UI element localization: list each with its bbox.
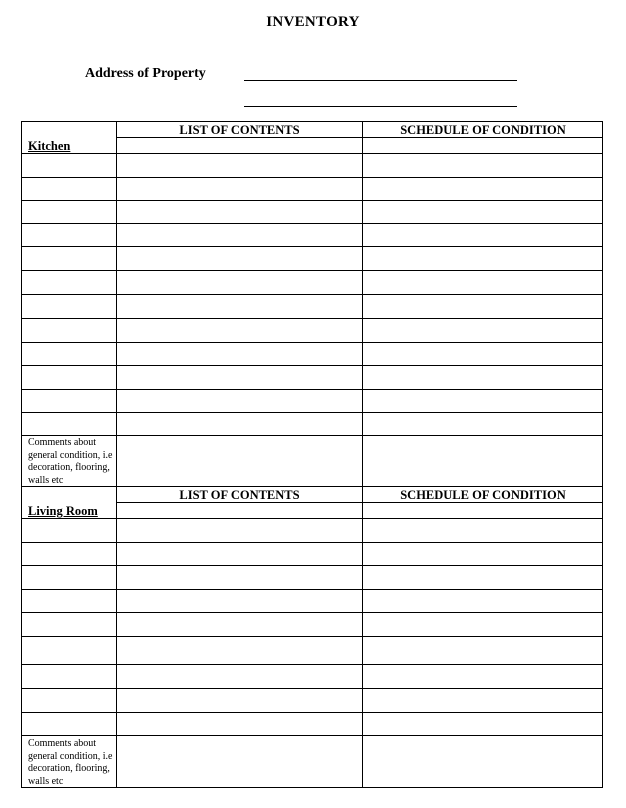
table-row-rule [22, 565, 602, 566]
header-row-rule [117, 137, 602, 138]
table-row-rule [22, 735, 602, 736]
table-row-rule [22, 223, 602, 224]
address-line-1[interactable] [244, 80, 517, 81]
table-row-rule [22, 636, 602, 637]
room-name-living-room: Living Room [28, 504, 98, 518]
table-row-rule [22, 270, 602, 271]
table-row-rule [22, 542, 602, 543]
table-row-rule [22, 688, 602, 689]
table-row-rule [22, 486, 602, 487]
table-row-rule [22, 412, 602, 413]
table-row-rule [22, 365, 602, 366]
page-title: INVENTORY [266, 14, 360, 30]
comment-label-kitchen: Comments about general condition, i.e decoration, flooring, walls etc [28, 437, 113, 486]
table-row-rule [22, 153, 602, 154]
table-row-rule [22, 435, 602, 436]
table-row-rule [22, 294, 602, 295]
table-row-rule [22, 200, 602, 201]
comment-label-living-room: Comments about general condition, i.e decoration, flooring, walls etc [28, 738, 113, 787]
table-row-rule [22, 389, 602, 390]
table-row-rule [22, 589, 602, 590]
table-row-rule [22, 177, 602, 178]
table-row-rule [22, 318, 602, 319]
table-row-rule [22, 664, 602, 665]
table-row-rule [22, 712, 602, 713]
header-row-rule [117, 502, 602, 503]
table-row-rule [22, 518, 602, 519]
inventory-table [21, 121, 603, 788]
header-list-of-contents: LIST OF CONTENTS [179, 488, 300, 502]
address-line-2[interactable] [244, 106, 517, 107]
header-schedule-of-condition: SCHEDULE OF CONDITION [400, 123, 566, 137]
table-row-rule [22, 246, 602, 247]
header-schedule-of-condition: SCHEDULE OF CONDITION [400, 488, 566, 502]
room-name-kitchen: Kitchen [28, 139, 71, 153]
table-row-rule [22, 342, 602, 343]
address-label: Address of Property [85, 66, 206, 81]
table-row-rule [22, 612, 602, 613]
header-list-of-contents: LIST OF CONTENTS [179, 123, 300, 137]
